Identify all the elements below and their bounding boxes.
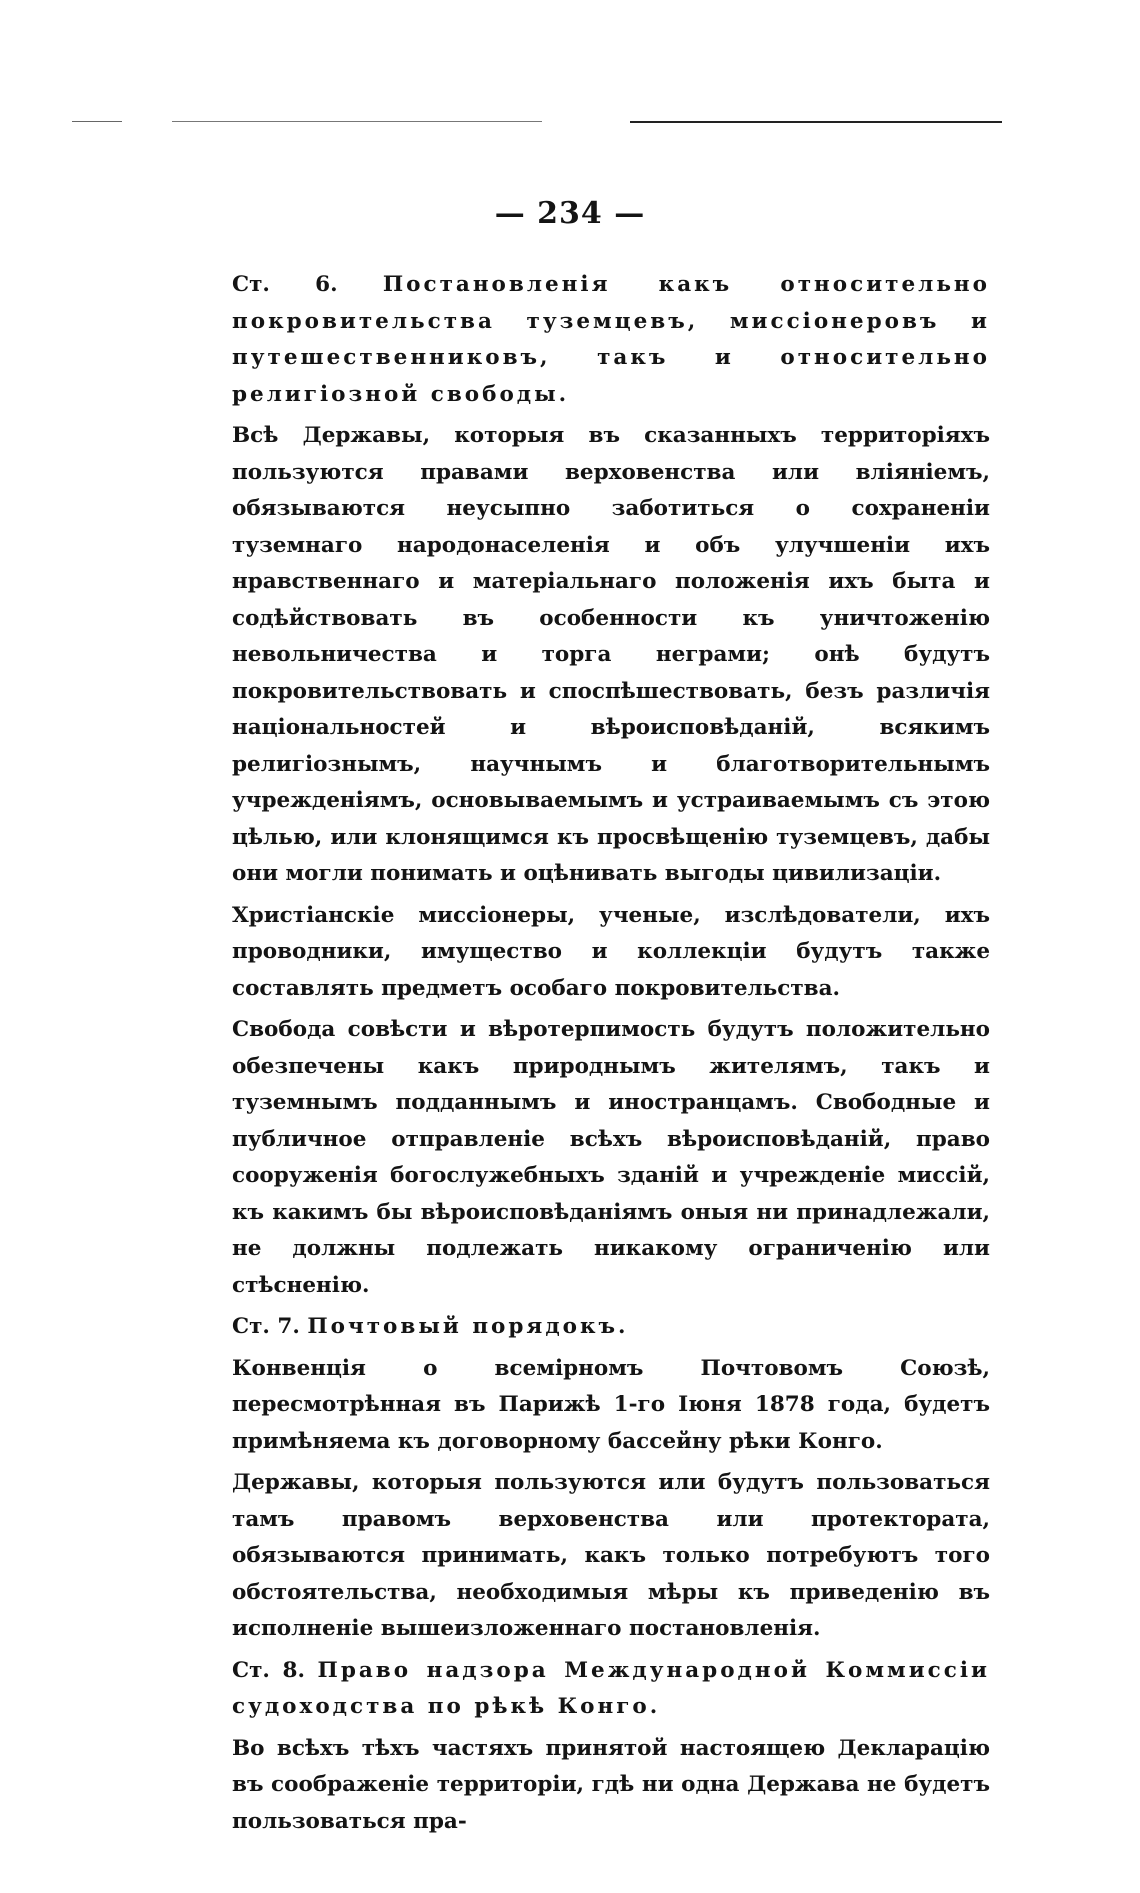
paragraph: Всѣ Державы, которыя въ сказанныхъ территоріяхъ пользуются правами верховенства или вліяніемъ, обязываются неусыпно заботиться о сохраненіи туземнаго народонаселенія и объ улучшеніи ихъ нравственнаго и матеріальнаго положенія ихъ быта и содѣйствовать въ особенности къ уничтоженію невольничества и торга неграми; онѣ будутъ покровительствовать и споспѣшествовать, безъ различія національностей и вѣроисповѣданій, всякимъ религіознымъ, научнымъ и благотворительнымъ учрежденіямъ, основываемымъ и устраиваемымъ съ этою цѣлью, или клонящимся къ просвѣщенію туземцевъ, дабы они могли понимать и оцѣнивать выгоды цивилизаціи. xyxy=(232,423,990,886)
paragraph: Державы, которыя пользуются или будутъ пользоваться тамъ правомъ верховенства или протектората, обязываются принимать, какъ только потребуютъ того обстоятельства, необходимыя мѣры къ приведенію въ исполненіе вышеизложеннаго постановленія. xyxy=(232,1470,990,1641)
article-number: Ст. 6. xyxy=(232,272,338,297)
paragraph: Конвенція о всемірномъ Почтовомъ Союзѣ, пересмотрѣнная въ Парижѣ 1-го Іюня 1878 года, будетъ примѣняема къ договорному бассейну рѣки Конго. xyxy=(232,1355,990,1454)
article-number: Ст. 8. xyxy=(232,1657,305,1683)
article-title: Право надзора Международной Коммиссіи судоходства по рѣкѣ Конго. xyxy=(232,1657,990,1719)
paragraph: Во всѣхъ тѣхъ частяхъ принятой настоящею Декларацію въ соображеніе территоріи, гдѣ ни одна Держава не будетъ пользоваться пра- xyxy=(232,1735,990,1834)
article-number: Ст. 7. xyxy=(232,1314,300,1339)
top-rule-left xyxy=(72,121,122,122)
article-7-heading xyxy=(232,1309,990,1346)
top-rule-middle xyxy=(172,121,542,122)
paragraph: Свобода совѣсти и вѣротерпимость будутъ положительно обезпечены какъ природнымъ жителямъ, такъ и туземнымъ подданнымъ и иностранцамъ. Свободные и публичное отправленіе всѣхъ вѣроисповѣданій, право сооруженія богослужебныхъ зданій и учрежденіе миссій, къ какимъ бы вѣроисповѣданіямъ оныя ни принадлежали, не должны подлежать никакому ограниченію или стѣсненію. xyxy=(232,1017,990,1298)
paragraph: Христіанскіе миссіонеры, ученые, изслѣдователи, ихъ проводники, имущество и коллекціи будутъ также составлять предметъ особаго покровительства. xyxy=(232,902,990,1001)
top-rule-right xyxy=(630,121,1002,123)
document-body xyxy=(232,267,990,1845)
article-8-heading xyxy=(232,1653,990,1726)
page-number: — 234 — xyxy=(494,196,646,231)
article-6-heading xyxy=(232,267,990,413)
article-title: Почтовый порядокъ. xyxy=(307,1314,629,1339)
article-title: Постановленія какъ относительно покровительства туземцевъ, миссіонеровъ и путешественниковъ, такъ и относительно религіозной свободы. xyxy=(232,272,990,407)
